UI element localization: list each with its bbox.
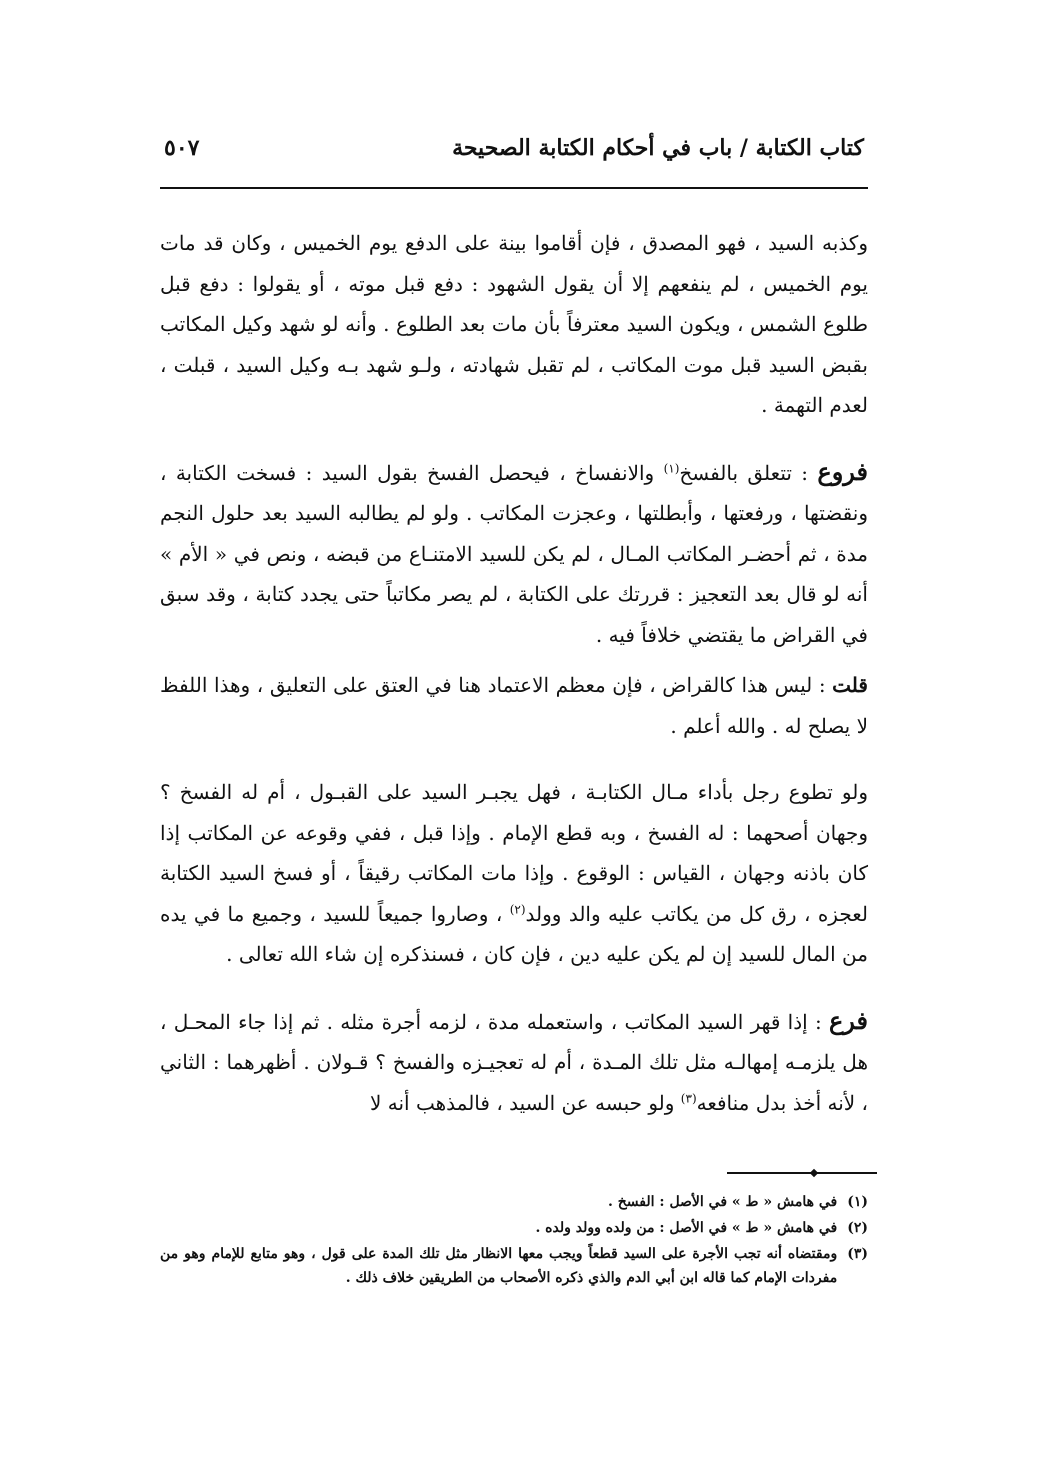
- footnote-ref-1: (١): [663, 460, 680, 475]
- paragraph-4: [160, 772, 868, 975]
- footnote-number: (١): [847, 1194, 868, 1210]
- paragraph-text: : إذا قهر السيد المكاتب ، واستعمله مدة ، لزمه أجرة مثله . ثم إذا جاء المحـل ، هل يلزمـه إمهالـه مثل تلك المـدة ، أم له تعجيـزه والفسخ ؟ قـولان . أظهرهما : الثاني ، لأنه أخذ بدل منافعه: [160, 1009, 868, 1115]
- header-title: كتاب الكتابة / باب في أحكام الكتابة الصحيحة: [452, 135, 864, 161]
- footnote-ref-3: (٣): [680, 1090, 697, 1105]
- footnote-text: في هامش « ط » في الأصل : الفسخ .: [608, 1194, 838, 1210]
- paragraph-text: ، وصاروا جميعاً للسيد ، وجميع ما في يده من المال للسيد إن لم يكن عليه دين ، فإن كان ، فسنذكره إن شاء الله تعالى .: [160, 901, 868, 966]
- footnote-2: [160, 1216, 868, 1240]
- paragraph-text: ولو تطوع رجل بأداء مـال الكتابـة ، فهل يجبـر السيد على القبـول ، أم له الفسخ ؟ وجهان أصحهما : له الفسخ ، وبه قطع الإمام . وإذا قبل ، ففي وقوعه عن المكاتب إذا كان باذنه وجهان ، القياس : الوقوع . وإذا مات المكاتب رقيقاً ، أو فسخ السيد الكتابة لعجزه ، رق كل من يكاتب عليه والد وولد: [160, 780, 868, 926]
- paragraph-5: [160, 1001, 868, 1124]
- footnote-rule: [727, 1172, 877, 1174]
- paragraph-1: [160, 223, 868, 426]
- paragraph-3: [160, 665, 868, 746]
- paragraph-text: : تتعلق بالفسخ: [679, 460, 818, 485]
- paragraph-text: : ليس هذا كالقراض ، فإن معظم الاعتماد هنا في العتق على التعليق ، وهذا اللفظ لا يصلح له . والله أعلم .: [160, 673, 868, 738]
- paragraph-text: وكذبه السيد ، فهو المصدق ، فإن أقاموا بينة على الدفع يوم الخميس ، وكان قد مات يوم الخميس ، لم ينفعهم إلا أن يقول الشهود : دفع قبل موته ، أو يقولوا : دفع قبل طلوع الشمس ، ويكون السيد معترفاً بأن مات بعد الطلوع . وأنه لو شهد وكيل المكاتب بقبض السيد قبل موت المكاتب ، لم تقبل شهادته ، ولـو شهد بـه وكيل السيد ، قبلت ، لعدم التهمة .: [160, 231, 868, 417]
- footnote-text: في هامش « ط » في الأصل : من ولده وولد ولده .: [535, 1220, 838, 1236]
- footnote-ref-2: (٢): [509, 901, 526, 916]
- page: [160, 135, 868, 1123]
- header-rule: [160, 187, 868, 189]
- footnote-1: [160, 1190, 868, 1214]
- paragraph-text: ولو حبسه عن السيد ، فالمذهب أنه لا: [370, 1090, 681, 1115]
- footnote-rule-ornament: [810, 1169, 818, 1177]
- footnote-number: (٢): [847, 1220, 868, 1236]
- footnote-3: [160, 1242, 868, 1290]
- footnote-text: ومقتضاه أنه تجب الأجرة على السيد قطعاً ويجب معها الانظار مثل تلك المدة على قول ، وهو متابع للإمام وهو من مفردات الإمام كما قاله ابن أبي الدم والذي ذكره الأصحاب من الطريقين خلاف ذلك .: [160, 1246, 838, 1286]
- running-header: [160, 135, 868, 183]
- footnotes: [160, 1190, 868, 1292]
- page-number: ٥٠٧: [164, 135, 200, 161]
- section-lead: فرع: [828, 1005, 868, 1035]
- section-lead: فروع: [817, 456, 869, 486]
- paragraph-2: [160, 452, 868, 656]
- paragraph-text: والانفساخ ، فيحصل الفسخ بقول السيد : فسخت الكتابة ، ونقضتها ، ورفعتها ، وأبطلتها ، وعجزت المكاتب . ولو لم يطالبه السيد بعد حلول النجم مدة ، ثم أحضـر المكاتب المـال ، لم يكن للسيد الامتنـاع من قبضه ، ونص في « الأم » أنه لو قال بعد التعجيز : قررتك على الكتابة ، لم يصر مكاتباً حتى يجدد كتابة ، وقد سبق في القراض ما يقتضي خلافاً فيه .: [160, 460, 868, 647]
- footnote-number: (٣): [847, 1246, 868, 1262]
- section-lead: قلت: [832, 673, 868, 697]
